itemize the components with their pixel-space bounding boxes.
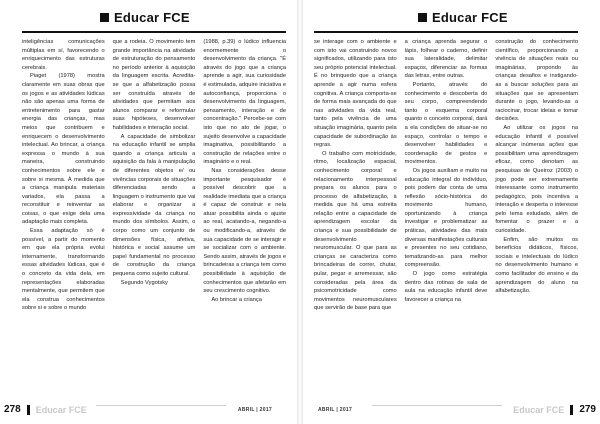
footer-bar <box>570 405 573 415</box>
text-columns <box>314 38 578 390</box>
paragraph: (1988, p.39) o lúdico influencia enormemente o desenvolvimento da criança. "É através do jogo que a criança aprende a agir, sua curiosidade é estimulada, adquire iniciativa e autoconfiança, proporciona o desenvolvimento da linguagem, pensamento, interação e de concentração." Percebe-se com isto que no ato de jogar, o sujeito desenvolve a capacidade imaginativa, possibilitando a construção de relações entre o imaginário e o real. <box>203 39 286 166</box>
magazine-title: Educar FCE <box>114 10 190 25</box>
footer-rule <box>96 405 226 406</box>
issue-date: ABRIL | 2017 <box>237 407 272 413</box>
paragraph: Ao brincar a criança <box>211 296 262 303</box>
text-column-1 <box>314 38 397 390</box>
paragraph: Segundo Vygotsky <box>120 279 168 286</box>
footer-bar <box>27 405 30 415</box>
page-header <box>418 10 508 25</box>
paragraph: Os jogos auxiliam e muito na educação integral do indivíduo, pois podem dar conta de uma reflexão sócio-histórica do movimento humano, oportunizando à criança investigar e problematizar as práticas, atividades das mais diversas manifestações culturais e presentes no seu cotidiano, tematizando-as para melhor compreensão. <box>404 167 488 269</box>
paragraph: se interage com o ambiente e com isto vai construindo novos significados, utilizando para isto seu próprio potencial intelectual. É no brinquedo que a criança aprende a agir numa esfera cognitiva. A criança comporta-se de forma mais avançada do que nas atividades da vida real, tanto pela vivência de uma situação imaginária, quanto pela capacidade de subordinação às regras. <box>314 39 397 149</box>
paragraph: O trabalho com motricidade, ritmo, localização espacial, conhecimento corporal e relacionamento interpessoal prepara os alunos para o processo de alfabetização, à medida que há uma estreita relação entre a capacidade de aprendizagem escolar da criança e sua possibilidade de desenvolvimento neuromuscular. O que para as crianças se caracteriza como brincadeiras de correr, chutar, pular, pegar e arremessar, são consideradas pela área da psicomotricidade como movimentos neuromusculares que servirão de base para que <box>314 150 397 312</box>
paragraph: a criança aprenda segurar o lápis, folhear o caderno, definir sua lateralidade, delimitar espaços, diferenciar as formas das letras, entre outras. <box>404 39 488 80</box>
paragraph: Portanto, através do conhecimento e descoberta do seu corpo, compreendendo tanto o esquema corporal quanto o conceito corporal, dará a ela condições de situar-se no espaço, controlar o tempo e desenvolver habilidades e coordenação de gestos e movimentos. <box>404 81 488 166</box>
paragraph: A capacidade de simbolizar na educação infantil se amplia quando a criança articula a aquisição da fala à manipulação de diferentes objetos e/ ou vivências corporais de situações diferenciadas sendo a linguagem o instrumento que vai elaborar e organizar a expressividade da criança no mundo dos símbolos. Assim, o corpo como um conjunto de dimensões física, afetiva, histórica e social assume um papel fundamental no processo de construção da criança pequena como sujeito cultural. <box>112 133 196 278</box>
right-page <box>300 0 600 424</box>
text-columns <box>22 38 286 390</box>
paragraph: Essa adaptação só é possível, a partir do momento em que ela própria evolui internamente, transformando essas atividades lúdicas, que é o concreto da vida dela, em representações elaboradas mentalmente, que permitem que ela construa conhecimentos sobre si e sobre o mundo <box>22 228 105 312</box>
text-column-3 <box>495 38 578 390</box>
paragraph: Enfim, são muitos os benefícios didáticos, físicos, sociais e intelectuais do lúdico no desenvolvimento humano e como facilitador do ensino e da aprendizagem do aluno na alfabetização. <box>495 236 578 295</box>
paragraph: Piaget (1978) mostra claramente em suas obras que os jogos e as atividades lúdicas não são apenas uma forma de entretenimento para gastar energia das crianças, mas meios que contribuem e enriquecem o desenvolvimento intelectual. Ao brincar, a criança expressa o mundo à sua maneira, construindo conhecimentos sobre ele e sobre si mesma. À medida que a criança manipula materiais variados, ela passa a reconstituir e reinventar as coisas, o que exige dela uma adaptação mais completa. <box>22 73 105 226</box>
magazine-title: Educar FCE <box>432 10 508 25</box>
header-rule <box>314 31 578 33</box>
paragraph: que a rodeia. O movimento tem grande importância na atividade de estruturação do pensamento no período anterior à aquisição da linguagem escrita. Acredita-se que a alfabetização possa ser construída através de atividades que permitam aos alunos comparar e reformular suas hipóteses, desenvolver habilidades e interação social. <box>112 39 196 131</box>
header-rule <box>22 31 286 33</box>
footer-rule <box>372 405 502 406</box>
square-bullet-icon <box>418 13 427 22</box>
footer-brand: Educar FCE <box>513 404 565 415</box>
page-footer <box>4 404 87 415</box>
page-footer <box>513 404 596 415</box>
issue-date: ABRIL | 2017 <box>318 407 353 413</box>
paragraph: inteligências comunicações múltiplas em sí, favorecendo o enriquecimento das estruturas cerebrais. <box>22 39 105 71</box>
paragraph: construção do conhecimento científico, proporcionando a vivência de situações reais ou imaginárias, propondo às crianças desafios e instigando-as a buscar soluções para as situações que se apresentam durante o jogo, levando-as a raciocinar, trocar ideias e tomar decisões. <box>495 39 578 123</box>
square-bullet-icon <box>100 13 109 22</box>
paragraph: O jogo como estratégia dentro das rotinas de sala de aula na educação infantil deve favorecer a criança na <box>404 271 488 303</box>
page-number: 278 <box>4 404 21 415</box>
paragraph: Nas considerações desse importante pesquisador é possível descobrir que a realidade imediata que a criança é capaz de construir e nela atuar possibilita ainda o ajuste ao real, acatando-a, negando-a ou modificando-a, através de sua capacidade de se interagir e se socializar com o ambiente. Sendo assim, através de jogos e brincadeiras a criança tem como possibilidade à aquisição de conhecimentos que afetarão em seu crescimento cognitivo. <box>203 167 286 295</box>
text-column-1 <box>22 38 105 390</box>
text-column-2 <box>405 38 488 390</box>
paragraph: Ao utilizar os jogos na educação infantil é possível alcançar inúmeras ações que possibilitam uma aprendizagem eficaz, como denotam as pesquisas de Queiroz (2003) o jogo pode ser extremamente interessante como instrumento pedagógico, pois incentiva a interação e desperta o interesse pelo tema estudado, além de fomentar o prazer e a curiosidade. <box>495 124 578 235</box>
footer-brand: Educar FCE <box>35 404 87 415</box>
page-number: 279 <box>579 404 596 415</box>
page-header <box>100 10 190 25</box>
text-column-2 <box>113 38 196 390</box>
text-column-3 <box>203 38 286 390</box>
